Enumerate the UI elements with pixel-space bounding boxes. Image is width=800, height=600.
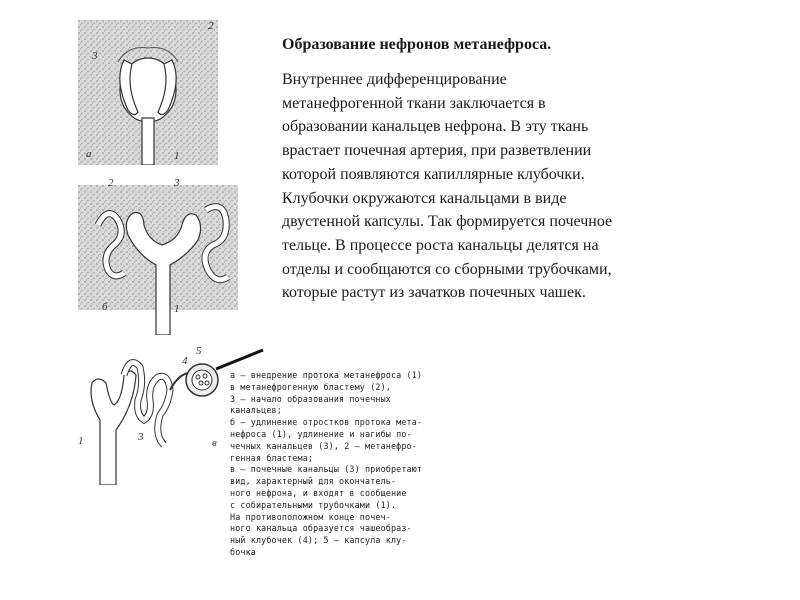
caption-line: бочка: [230, 546, 256, 557]
caption-line: а — внедрение протока метанефроса (1): [230, 370, 423, 380]
caption-line: ный клубочек (4); 5 — капсула клу-: [230, 535, 407, 546]
panel-c-label-4: 4: [182, 355, 188, 367]
figure-caption: [230, 370, 482, 559]
body-line: Клубочки окружаются канальцами в виде: [282, 189, 567, 207]
panel-b-label-1: 1: [174, 303, 180, 315]
panel-c-label-1: 1: [78, 435, 84, 447]
description-block: [282, 36, 762, 305]
panel-letter-b: б: [102, 301, 108, 313]
caption-line: вид, характерный для окончатель-: [230, 476, 397, 487]
caption-line: нефроса (1), удлинение и нагибы по-: [230, 428, 412, 439]
panel-letter-a: а: [86, 148, 92, 160]
body-line: образовании канальцев нефрона. В эту ткань: [282, 118, 589, 136]
caption-line: На противоположном конце почеч-: [230, 511, 391, 522]
caption-line: ного канальца образуется чашеобраз-: [230, 523, 412, 534]
caption-line: б — удлинение отростков протока мета-: [230, 417, 423, 428]
caption-line: генная бластема;: [230, 452, 314, 463]
caption-line: 3 — начало образования почечных: [230, 393, 391, 404]
caption-line: чечных канальцев (3), 2 — метанефро-: [230, 440, 417, 451]
body-line: отделы и сообщаются со сборными трубочками,: [282, 260, 612, 278]
figure-panel-a: [78, 20, 218, 165]
caption-line: в метанефрогенную бластему (2),: [230, 381, 391, 392]
panel-letter-c: в: [212, 437, 217, 449]
body-line: двустенной капсулы. Так формируется почечное: [282, 213, 613, 231]
body-line: которой появляются капиллярные клубочки.: [282, 165, 585, 183]
body-line: которые растут из зачатков почечных чашек.: [282, 284, 586, 302]
panel-c-label-3: 3: [138, 431, 144, 443]
panel-c-label-5: 5: [196, 345, 202, 357]
body-line: тельце. В процессе роста канальцы делятся на: [282, 236, 599, 254]
panel-b-label-2: 2: [108, 177, 114, 189]
caption-line: канальцев;: [230, 405, 282, 416]
caption-line: с собирательными трубочками (1).: [230, 499, 397, 510]
panel-a-label-3: 3: [92, 50, 98, 62]
slide-title: Образование нефронов метанефроса.: [282, 36, 552, 53]
figure-panel-b: [78, 177, 238, 335]
body-line: метанефрогенной ткани заключается в: [282, 94, 546, 112]
caption-line: в — почечные канальцы (3) приобретают: [230, 464, 423, 475]
caption-line: ного нефрона, и входят в сообщение: [230, 487, 407, 498]
body-line: врастает почечная артерия, при разветвлении: [282, 142, 592, 160]
body-line: Внутреннее дифференцирование: [282, 71, 507, 88]
panel-a-label-2: 2: [208, 20, 214, 32]
body-text: [282, 68, 762, 305]
panel-b-label-3: 3: [174, 177, 180, 189]
panel-a-label-1: 1: [174, 150, 180, 162]
